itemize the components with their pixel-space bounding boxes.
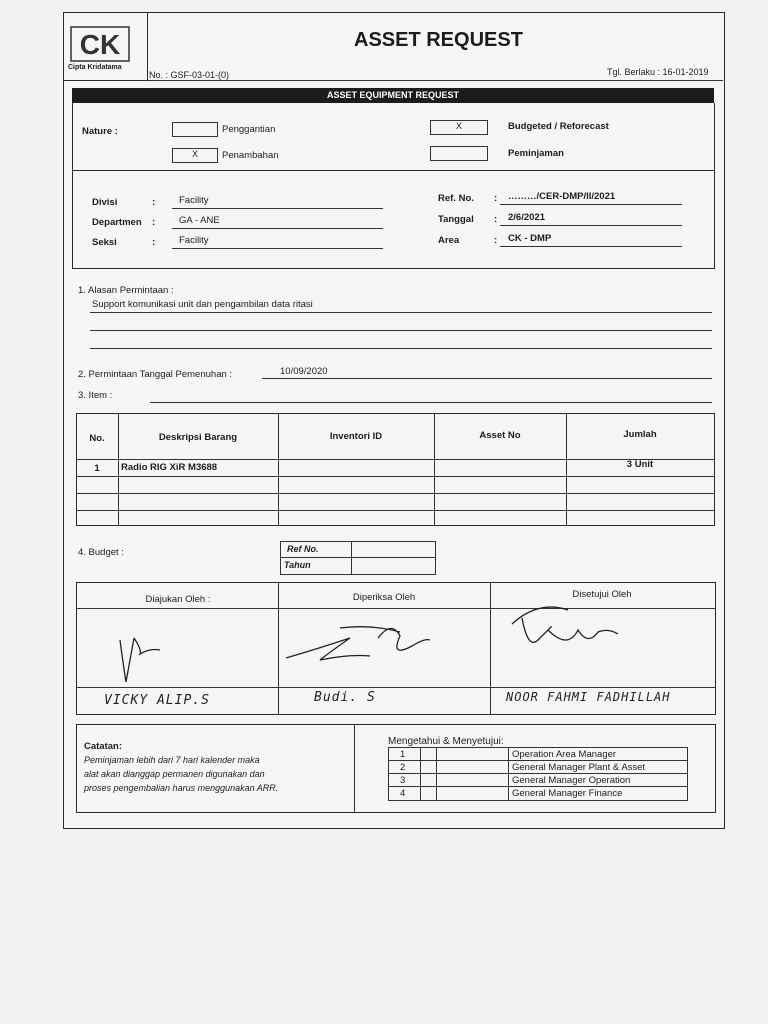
items-row-1-qty: 3 Unit [626,459,654,470]
seksi-colon: : [152,237,156,248]
items-header-asset: Asset No [479,430,521,441]
item-underline [150,402,712,403]
ack-row-4-no: 4 [400,788,406,799]
divisi-underline [172,208,383,209]
items-header-inventory: Inventori ID [329,431,383,442]
tanggal-value: 2/6/2021 [508,212,545,223]
items-row-line-1 [76,476,714,477]
submitted-by-name: VICKY ALIP.S [104,693,210,708]
budget-col-line [351,541,352,574]
checked-by-label: Diperiksa Oleh [352,592,416,603]
divisi-colon: : [152,197,156,208]
nature-label: Nature : [82,126,118,137]
items-col-line-1 [118,414,119,525]
option-budgeted-label: Budgeted / Reforecast [508,121,609,132]
approval-col-line-2 [490,583,491,714]
departmen-underline [172,228,383,229]
approval-col-line-1 [278,583,279,714]
ack-row-1-no: 1 [400,749,406,760]
items-header-desc: Deskripsi Barang [158,432,238,443]
ack-row-2-role: General Manager Plant & Asset [512,762,646,773]
logo-letters: CK [79,29,121,60]
ack-row-4-role: General Manager Finance [512,788,623,799]
departmen-label: Departmen [92,217,142,228]
items-header-no: No. [89,433,105,444]
tanggal-label: Tanggal [438,214,474,225]
checkbox-penggantian[interactable] [172,122,218,137]
checkbox-peminjaman[interactable] [430,146,488,161]
items-row-1-no: 1 [94,463,100,474]
ref-value: ………/CER-DMP/II/2021 [508,191,616,202]
reason-line-3 [90,348,712,349]
checked-by-name: Budi. S [314,690,376,705]
budget-label: 4. Budget : [78,547,124,558]
notes-divider [354,725,355,812]
seksi-underline [172,248,383,249]
reason-label: 1. Alasan Permintaan : [78,285,174,296]
fulfillment-label: 2. Permintaan Tanggal Pemenuhan : [78,369,233,380]
ck-logo-icon [70,26,130,62]
ack-col-line-1 [420,747,421,800]
seksi-value: Facility [179,235,209,246]
divisi-label: Divisi [92,197,118,208]
option-peminjaman-label: Peminjaman [508,148,564,159]
items-row-line-2 [76,493,714,494]
reason-line-1 [90,312,712,313]
divisi-value: Facility [179,195,209,206]
checked-signature [280,618,440,670]
budget-ref-label: Ref No. [287,544,319,554]
doc-number: No. : GSF-03-01-(0) [149,70,230,80]
departmen-colon: : [152,217,156,228]
approved-signature [508,600,628,660]
fulfillment-underline [262,378,712,379]
items-row-1-desc: Radio RIG XiR M3688 [121,462,218,473]
reason-text: Support komunikasi unit dan pengambilan data ritasi [92,299,313,310]
ref-colon: : [494,193,498,204]
ack-row-1-role: Operation Area Manager [512,749,617,760]
items-col-line-2 [278,414,279,525]
ack-col-line-3 [508,747,509,800]
submitted-signature [112,620,172,690]
checkbox-budgeted-mark: X [455,121,462,131]
departmen-value: GA - ANE [179,215,220,226]
seksi-label: Seksi [92,237,117,248]
notes-line-2: alat akan dianggap permanen digunakan dan [84,769,265,779]
area-underline [500,246,682,247]
header-divider [147,80,723,81]
items-row-line-3 [76,510,714,511]
ref-label: Ref. No. [438,193,474,204]
budget-year-label: Tahun [284,560,311,570]
nature-section [72,103,715,171]
item-label: 3. Item : [78,390,113,401]
area-value: CK - DMP [508,233,552,244]
checkbox-budgeted[interactable] [430,120,488,135]
checkbox-penambahan-mark: X [191,149,198,159]
items-col-line-3 [434,414,435,525]
company-name: Cipta Kridatama [68,64,122,71]
ack-row-3-no: 3 [400,775,406,786]
ref-underline [500,204,682,205]
option-penambahan-label: Penambahan [222,150,279,161]
area-colon: : [494,235,498,246]
valid-date: Tgl. Berlaku : 16-01-2019 [607,67,709,77]
ack-row-line-1 [388,760,687,761]
ack-col-line-2 [436,747,437,800]
reason-line-2 [90,330,712,331]
approved-by-name: NOOR FAHMI FADHILLAH [506,690,671,704]
items-header-qty: Jumlah [623,429,657,440]
section-title: ASSET EQUIPMENT REQUEST [326,90,460,100]
checkbox-penambahan[interactable] [172,148,218,163]
ack-row-line-2 [388,773,687,774]
info-section [72,170,715,269]
acknowledge-label: Mengetahui & Menyetujui: [388,736,504,747]
notes-line-3: proses pengembalian harus menggunakan ARR. [84,783,279,793]
approved-by-label: Disetujui Oleh [572,589,632,600]
ack-row-2-no: 2 [400,762,406,773]
page-title: ASSET REQUEST [354,29,523,51]
notes-line-1: Peminjaman lebih dari 7 hari kalender maka [84,755,260,765]
ack-row-line-3 [388,786,687,787]
notes-label: Catatan: [84,741,123,752]
tanggal-colon: : [494,214,498,225]
items-col-line-4 [566,414,567,525]
submitted-by-label: Diajukan Oleh : [145,594,211,605]
tanggal-underline [500,225,682,226]
area-label: Area [438,235,460,246]
option-penggantian-label: Penggantian [222,124,276,135]
company-logo [70,26,130,62]
ack-row-3-role: General Manager Operation [512,775,631,786]
fulfillment-date: 10/09/2020 [280,366,328,377]
